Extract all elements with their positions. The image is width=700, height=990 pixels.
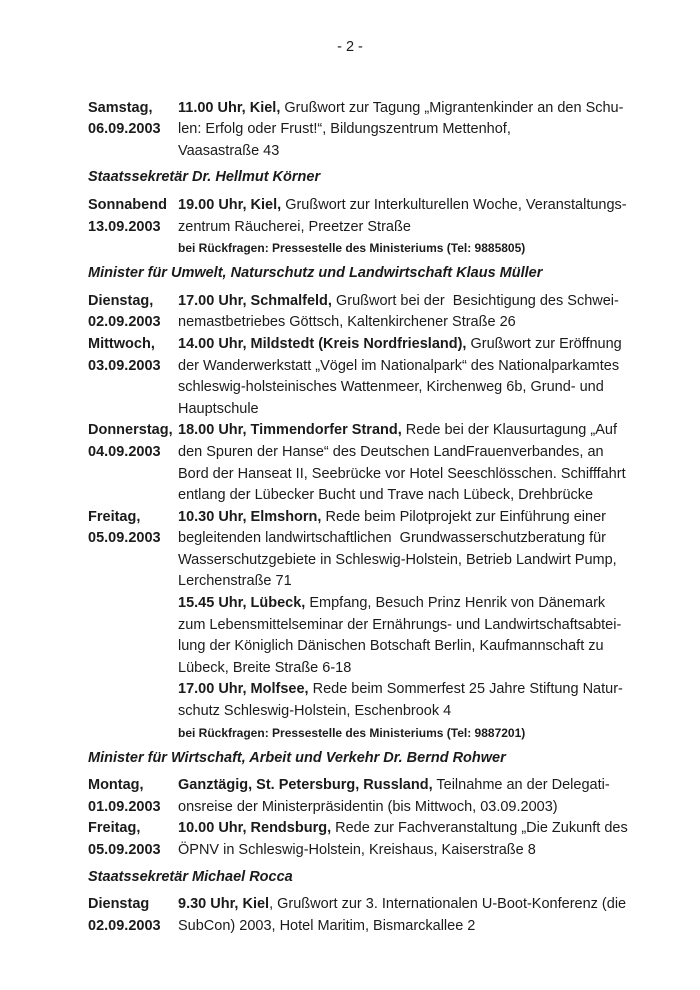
entry-date-line: Freitag, xyxy=(88,820,141,837)
entry-date-line: 02.09.2003 xyxy=(88,917,161,934)
entry-body-line xyxy=(178,797,610,819)
entry-text: Grußwort zur Eröffnung xyxy=(466,335,622,352)
press-office-note: bei Rückfragen: Pressestelle des Ministeriums (Tel: 9887201) xyxy=(178,725,526,740)
entry-date-line: 06.09.2003 xyxy=(88,121,161,138)
entry-body xyxy=(178,334,622,420)
entry-row xyxy=(88,291,700,334)
entry-text: Lerchenstraße 71 xyxy=(178,573,292,590)
entry-text: Hauptschule xyxy=(178,400,259,417)
entry-text-bold: 19.00 Uhr, Kiel, xyxy=(178,196,282,213)
section-header: Minister für Wirtschaft, Arbeit und Verkehr Dr. Bernd Rohwer xyxy=(88,749,506,766)
entry-text-bold: 9.30 Uhr, Kiel xyxy=(178,896,270,913)
entry-row xyxy=(88,420,700,506)
entry-text: Grußwort bei der Besichtigung des Schwei- xyxy=(331,292,619,309)
entry-date-line: Donnerstag, xyxy=(88,422,173,439)
entry-text-bold: 10.00 Uhr, Rendsburg, xyxy=(178,820,332,837)
entry-date xyxy=(88,291,178,334)
entry-text: zentrum Räucherei, Preetzer Straße xyxy=(178,218,411,235)
entry-body-line xyxy=(178,571,623,593)
entry-row xyxy=(88,507,700,743)
entry-body-line xyxy=(178,291,619,313)
entry-date xyxy=(88,507,178,550)
entry-body-line xyxy=(178,98,623,120)
entry-body-line xyxy=(178,442,626,464)
entry-text: Vaasastraße 43 xyxy=(178,142,280,159)
entry-row xyxy=(88,334,700,420)
entry-text-bold: 14.00 Uhr, Mildstedt (Kreis Nordfriesland), xyxy=(178,335,467,352)
entry-date-line: 04.09.2003 xyxy=(88,443,161,460)
entry-body-line xyxy=(178,818,628,840)
entry-text: len: Erfolg oder Frust!“, Bildungszentrum Mettenhof, xyxy=(178,121,511,138)
entry-body-line xyxy=(178,528,623,550)
entry-body xyxy=(178,195,627,258)
entry-text: zum Lebensmittelseminar der Ernährungs- und Landwirtschaftsabtei- xyxy=(178,616,622,633)
entry-body xyxy=(178,818,628,861)
page-number: - 2 - xyxy=(337,39,363,55)
entry-text-bold: 17.00 Uhr, Molfsee, xyxy=(178,681,309,698)
entry-body-line xyxy=(178,701,623,723)
entry-body-line xyxy=(178,356,622,378)
entry-row xyxy=(88,818,700,861)
entry-row xyxy=(88,195,700,258)
entry-body-line xyxy=(178,119,623,141)
entry-body-line xyxy=(178,217,627,239)
entry-body-line xyxy=(178,399,622,421)
entry-text: Rede bei der Klausurtagung „Auf xyxy=(401,422,617,439)
entry-date-line: 03.09.2003 xyxy=(88,357,161,374)
entry-body-line xyxy=(178,312,619,334)
entry-date xyxy=(88,894,178,937)
entry-text: schleswig-holsteinisches Wattenmeer, Kirchenweg 6b, Grund- und xyxy=(178,379,604,396)
entry-date-line: Samstag, xyxy=(88,99,153,116)
entry-text-bold: Ganztägig, St. Petersburg, Russland, xyxy=(178,777,433,794)
entry-body-line xyxy=(178,420,626,442)
entry-text: entlang der Lübecker Bucht und Trave nach Lübeck, Drehbrücke xyxy=(178,487,594,504)
entry-date-line: Sonnabend xyxy=(88,196,167,213)
entry-row xyxy=(88,775,700,818)
entry-body-line xyxy=(178,593,623,615)
entry-body xyxy=(178,420,626,506)
entry-body-line xyxy=(178,894,626,916)
entry-date-line: 13.09.2003 xyxy=(88,218,161,235)
entry-text: onsreise der Ministerpräsidentin (bis Mittwoch, 03.09.2003) xyxy=(178,798,558,815)
entry-text: Grußwort zur Interkulturellen Woche, Veranstaltungs- xyxy=(281,196,627,213)
entry-body-line xyxy=(178,141,623,163)
entry-text: schutz Schleswig-Holstein, Eschenbrook 4 xyxy=(178,703,452,720)
entry-date xyxy=(88,420,178,463)
entry-text: nemastbetriebes Göttsch, Kaltenkirchener Straße 26 xyxy=(178,314,516,331)
entry-text-bold: 11.00 Uhr, Kiel, xyxy=(178,99,281,116)
entry-body-line xyxy=(178,377,622,399)
entry-text-bold: 18.00 Uhr, Timmendorfer Strand, xyxy=(178,422,402,439)
entry-text-bold: 10.30 Uhr, Elmshorn, xyxy=(178,508,322,525)
entry-body xyxy=(178,98,623,163)
entry-body-line xyxy=(178,658,623,680)
entry-text: begleitenden landwirtschaftlichen Grundwasserschutzberatung für xyxy=(178,530,606,547)
entry-body-line xyxy=(178,636,623,658)
entry-date-line: 02.09.2003 xyxy=(88,314,161,331)
entry-text: SubCon) 2003, Hotel Maritim, Bismarckallee 2 xyxy=(178,917,476,934)
entry-body-line xyxy=(178,840,628,862)
entry-body xyxy=(178,291,619,334)
entry-body-line xyxy=(178,507,623,529)
entry-text: , Grußwort zur 3. Internationalen U-Boot-Konferenz (die xyxy=(269,896,627,913)
entry-date xyxy=(88,775,178,818)
entry-date xyxy=(88,98,178,141)
entry-date-line: Mittwoch, xyxy=(88,335,155,352)
entry-date-line: 05.09.2003 xyxy=(88,842,161,858)
entry-body xyxy=(178,775,610,818)
section-header: Staatssekretär Dr. Hellmut Körner xyxy=(88,169,321,186)
entry-date xyxy=(88,334,178,377)
entry-body-line xyxy=(178,334,622,356)
entry-text: der Wanderwerkstatt „Vögel im Nationalpark“ des Nationalparkamtes xyxy=(178,357,620,374)
entry-text: Wasserschutzgebiete in Schleswig-Holstein, Betrieb Landwirt Pump, xyxy=(178,551,617,568)
entry-date xyxy=(88,195,178,238)
entry-body-line xyxy=(178,464,626,486)
entry-text: Rede beim Sommerfest 25 Jahre Stiftung Natur- xyxy=(308,681,623,698)
entry-date-line: Dienstag xyxy=(88,896,150,913)
entry-body-line xyxy=(178,916,626,938)
entry-row xyxy=(88,894,700,937)
entry-text: Lübeck, Breite Straße 6-18 xyxy=(178,659,352,676)
entry-text: ÖPNV in Schleswig-Holstein, Kreishaus, Kaiserstraße 8 xyxy=(178,842,536,858)
entry-text: Teilnahme an der Delegati- xyxy=(432,777,610,794)
press-office-note: bei Rückfragen: Pressestelle des Ministeriums (Tel: 9885805) xyxy=(178,241,526,256)
entry-body-line xyxy=(178,195,627,217)
schedule-content xyxy=(88,98,700,938)
entry-date-line: Freitag, xyxy=(88,508,141,525)
entry-body xyxy=(178,507,623,743)
entry-text: den Spuren der Hanse“ des Deutschen LandFrauenverbandes, an xyxy=(178,443,604,460)
entry-body xyxy=(178,894,626,937)
entry-body-line xyxy=(178,485,626,507)
entry-body-line xyxy=(178,550,623,572)
entry-date-line: 05.09.2003 xyxy=(88,530,161,547)
section-header: Staatssekretär Michael Rocca xyxy=(88,868,293,885)
entry-body-line xyxy=(178,679,623,701)
entry-date-line: 01.09.2003 xyxy=(88,798,161,815)
entry-text: lung der Königlich Dänischen Botschaft Berlin, Kaufmannschaft zu xyxy=(178,638,604,655)
entry-text: Rede zur Fachveranstaltung „Die Zukunft des xyxy=(331,820,628,837)
entry-text: Rede beim Pilotprojekt zur Einführung einer xyxy=(321,508,606,525)
entry-text: Empfang, Besuch Prinz Henrik von Dänemark xyxy=(305,595,606,612)
entry-body-line xyxy=(178,615,623,637)
entry-date-line: Montag, xyxy=(88,777,144,794)
section-header: Minister für Umwelt, Naturschutz und Landwirtschaft Klaus Müller xyxy=(88,265,543,282)
entry-date-line: Dienstag, xyxy=(88,292,154,309)
entry-text-bold: 17.00 Uhr, Schmalfeld, xyxy=(178,292,332,309)
entry-text: Grußwort zur Tagung „Migrantenkinder an den Schu- xyxy=(280,99,624,116)
entry-body-line xyxy=(178,775,610,797)
entry-row xyxy=(88,98,700,163)
entry-text: Bord der Hanseat II, Seebrücke vor Hotel Seeschlösschen. Schifffahrt xyxy=(178,465,626,482)
entry-text-bold: 15.45 Uhr, Lübeck, xyxy=(178,595,306,612)
entry-date xyxy=(88,818,178,861)
